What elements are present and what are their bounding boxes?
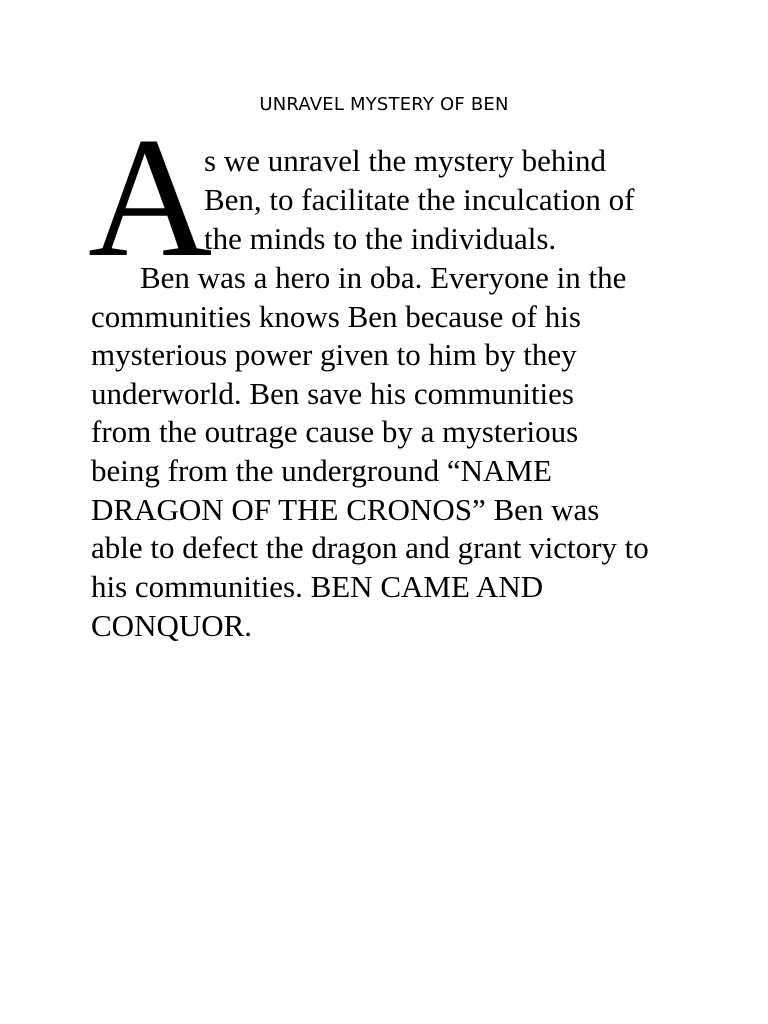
paragraph-line: mysterious power given to him by they bbox=[91, 337, 577, 372]
paragraph-line: from the outrage cause by a mysterious bbox=[91, 414, 579, 449]
paragraph-line: able to defect the dragon and grant victory to bbox=[91, 530, 649, 565]
paragraph-line: being from the underground “NAME bbox=[91, 453, 552, 488]
document-title: UNRAVEL MYSTERY OF BEN bbox=[259, 94, 509, 115]
paragraph-line: his communities. BEN CAME AND bbox=[91, 569, 544, 604]
paragraph-line: Ben, to facilitate the inculcation of bbox=[204, 182, 635, 217]
paragraph-line: s we unravel the mystery behind bbox=[204, 143, 607, 178]
paragraph-line: the minds to the individuals. bbox=[204, 221, 557, 256]
paragraph-line: CONQUOR. bbox=[91, 608, 253, 643]
drop-cap-letter: A bbox=[88, 103, 213, 293]
paragraph-line: DRAGON OF THE CRONOS” Ben was bbox=[91, 492, 600, 527]
paragraph-line: communities knows Ben because of his bbox=[91, 299, 581, 334]
paragraph-line: underworld. Ben save his communities bbox=[91, 376, 574, 411]
paragraph-line: Ben was a hero in oba. Everyone in the bbox=[140, 260, 627, 295]
